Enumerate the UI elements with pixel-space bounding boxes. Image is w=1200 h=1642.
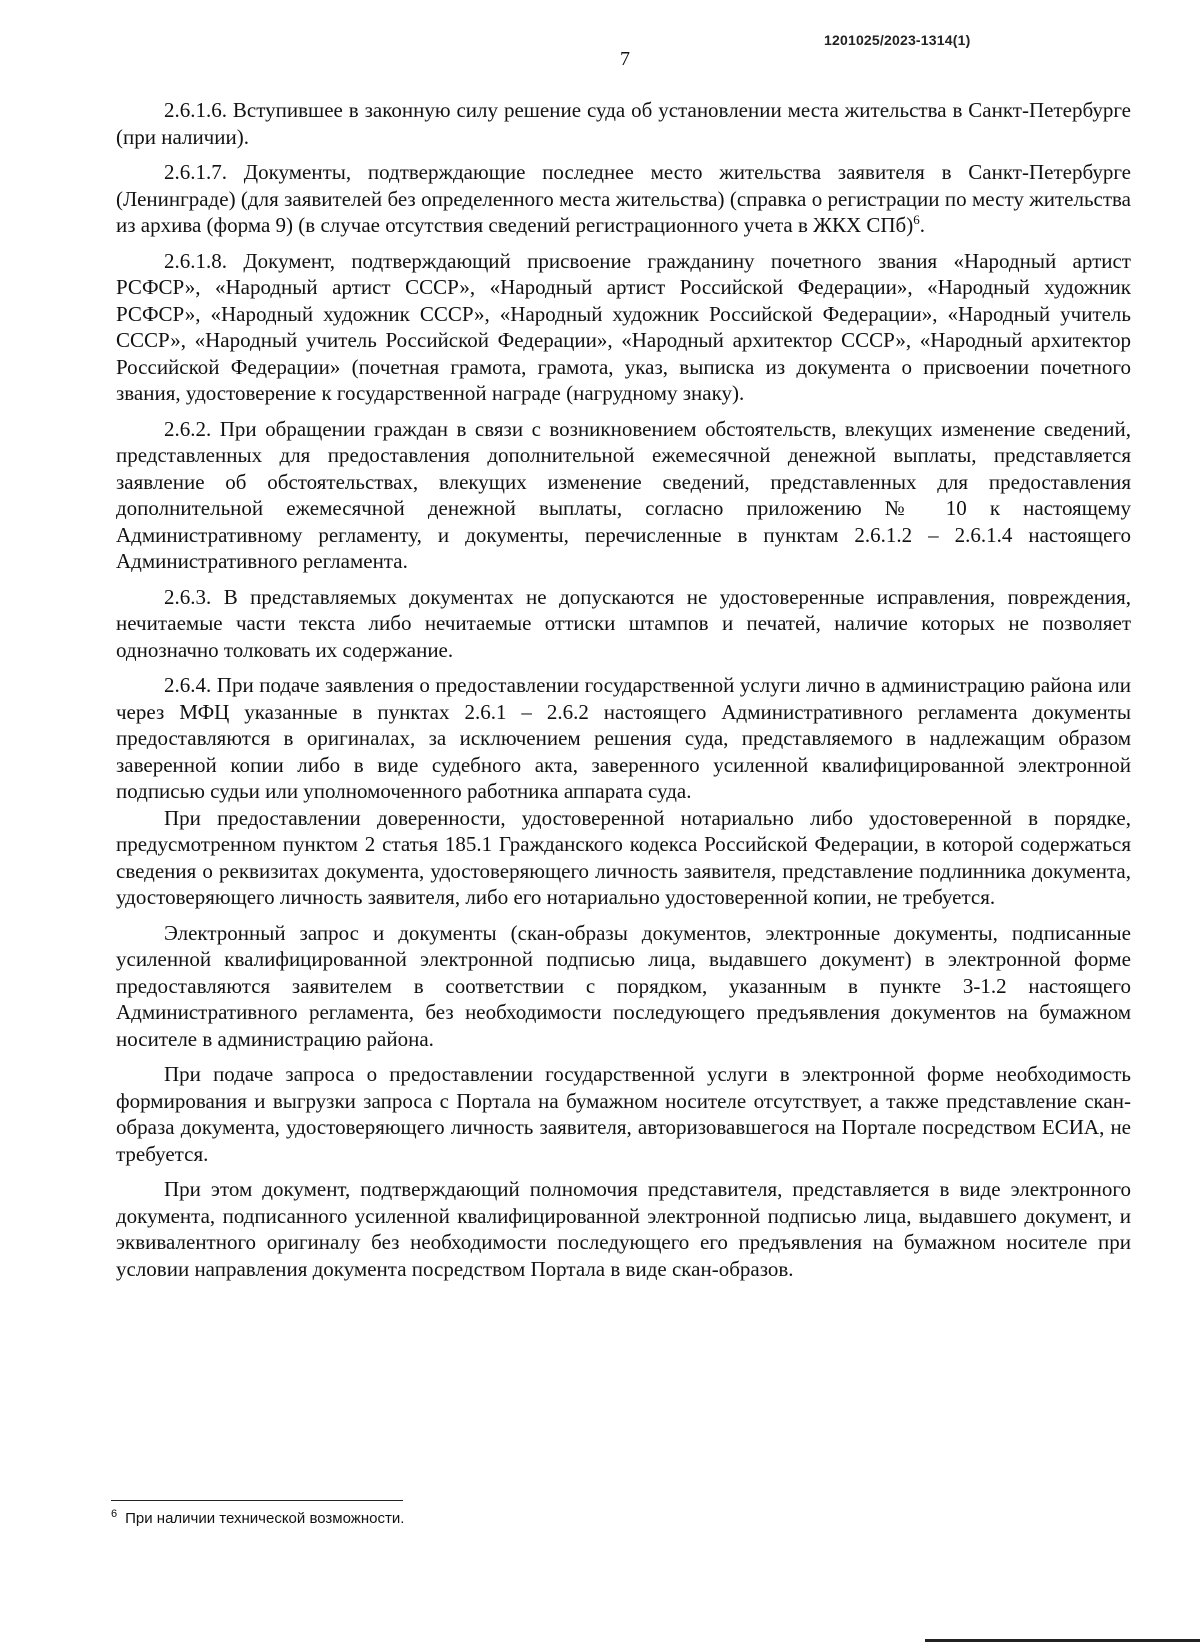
paragraph-2-6-2: 2.6.2. При обращении граждан в связи с возникновением обстоятельств, влекущих изменение сведений, представленных для предоставления дополнительной ежемесячной денежной выплаты, представляется заявление об обстоятельствах, влекущих изменение сведений, представленных для предоставления дополнительной ежемесячной денежной выплаты, согласно приложению № 10 к настоящему Административному регламенту, и документы, перечисленные в пунктам 2.6.1.2 – 2.6.1.4 настоящего Административного регламента.: [116, 416, 1131, 573]
document-registration-number: 1201025/2023-1314(1): [824, 32, 971, 48]
paragraph-2-6-1-8: 2.6.1.8. Документ, подтверждающий присвоение гражданину почетного звания «Народный артист РСФСР», «Народный артист СССР», «Народный артист Российской Федерации», «Народный художник РСФСР», «Народный художник СССР», «Народный художник Российской Федерации», «Народный учитель СССР», «Народный учитель Российской Федерации», «Народный архитектор СССР», «Народный архитектор Российской Федерации» (почетная грамота, грамота, указ, выписка из документа о присвоении почетного звания, удостоверение к государственной награде (нагрудному знаку).: [116, 248, 1131, 405]
paragraph-electronic-request: Электронный запрос и документы (скан-образы документов, электронные документы, подписанные усиленной квалифицированной электронной подписью лица, выдавшего документ) в электронной форме предоставляются заявителем в соответствии с порядком, указанным в пункте 3-1.2 настоящего Административного регламента, без необходимости последующего предъявления документов на бумажном носителе в администрацию района.: [116, 920, 1131, 1051]
paragraph-electronic-form: При подаче запроса о предоставлении государственной услуги в электронной форме необходимость формирования и выгрузки запроса с Портала на бумажном носителе отсутствует, а также представление скан-образа документа, удостоверяющего личность заявителя, авторизовавшегося на Портале посредством ЕСИА, не требуется.: [116, 1062, 1131, 1166]
page-number: 7: [620, 48, 630, 70]
paragraph-power-of-attorney: При предоставлении доверенности, удостоверенной нотариально либо удостоверенной в порядке, предусмотренном пунктом 2 статья 185.1 Гражданского кодекса Российской Федерации, в которой содержаться сведения о реквизитах документа, удостоверяющего личность заявителя, представление подлинника документа, удостоверяющего личность заявителя, либо его нотариально удостоверенной копии, не требуется.: [116, 805, 1131, 909]
paragraph-2-6-4: 2.6.4. При подаче заявления о предоставлении государственной услуги лично в администрацию района или через МФЦ указанные в пунктах 2.6.1 – 2.6.2 настоящего Административного регламента документы предоставляются в оригиналах, за исключением решения суда, представляемого в надлежащим образом заверенной копии либо в виде судебного акта, заверенного усиленной квалифицированной электронной подписью судьи или уполномоченного работника аппарата суда.: [116, 673, 1131, 803]
paragraph-2-6-1-7: 2.6.1.7. Документы, подтверждающие последнее место жительства заявителя в Санкт-Петербурге (Ленинграде) (для заявителей без определенного места жительства) (справка о регистрации по месту жительства из архива (форма 9) (в случае отсутствия сведений регистрационного учета в ЖКХ СПб)$^6$.: [116, 160, 1131, 237]
document-body: [116, 97, 1131, 1291]
footnote-text: При наличии технической возможности.: [125, 1510, 405, 1527]
footnote-separator: [111, 1500, 403, 1501]
footnote: [111, 1510, 404, 1527]
paragraph-2-6-3: 2.6.3. В представляемых документах не допускаются не удостоверенные исправления, повреждения, нечитаемые части текста либо нечитаемые оттиски штампов и печатей, наличие которых не позволяет однозначно толковать их содержание.: [116, 584, 1131, 662]
footnote-reference: 6: [913, 212, 920, 227]
paragraph-2-6-1-6: 2.6.1.6. Вступившее в законную силу решение суда об установлении места жительства в Санкт-Петербурге (при наличии).: [116, 98, 1131, 149]
footnote-marker: 6: [111, 1508, 118, 1520]
paragraph-representative-authority: При этом документ, подтверждающий полномочия представителя, представляется в виде электронного документа, подписанного усиленной квалифицированной электронной подписью лица, выдавшего документ, и эквивалентного оригиналу без необходимости последующего его предъявления на бумажном носителе при условии направления документа посредством Портала в виде скан-образов.: [116, 1177, 1131, 1281]
